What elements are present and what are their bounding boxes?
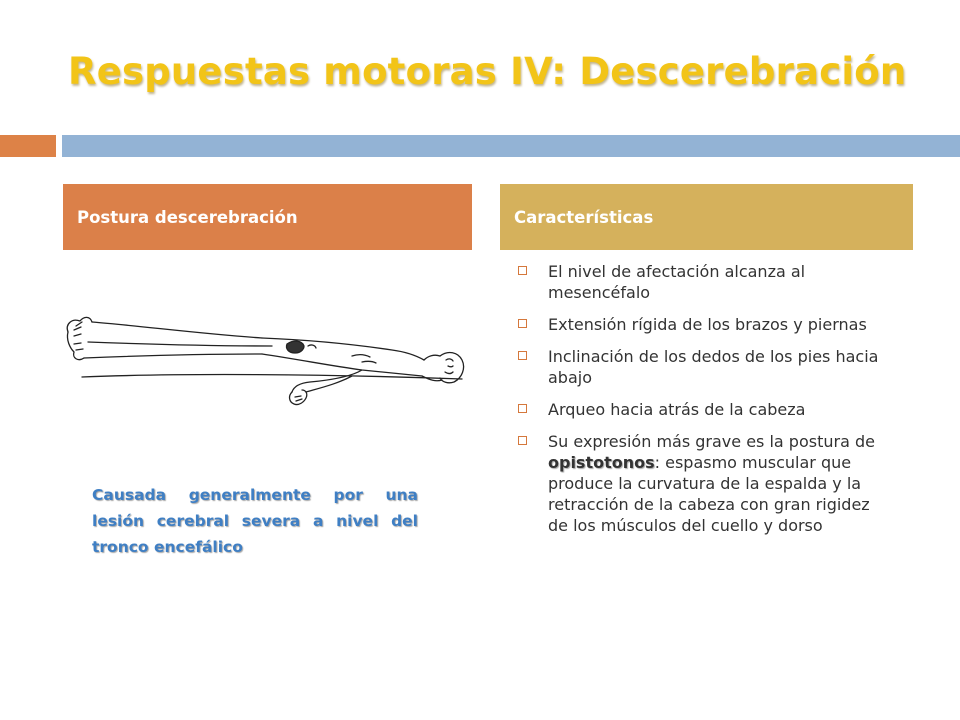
bullet-text: El nivel de afectación alcanza al mesencéfalo (548, 262, 806, 302)
right-column-header (500, 184, 913, 250)
accent-bar-blue (62, 135, 960, 157)
bullet-text: Extensión rígida de los brazos y piernas (548, 315, 867, 334)
square-bullet-icon (518, 404, 527, 413)
list-item (518, 346, 890, 388)
list-item (518, 314, 890, 335)
cause-note: Causada generalmente por una lesión cerebral severa a nivel del tronco encefálico (92, 486, 418, 556)
square-bullet-icon (518, 351, 527, 360)
list-item (518, 399, 890, 420)
characteristics-list (518, 261, 890, 547)
right-column-header-label: Características (514, 207, 654, 227)
left-column-header (63, 184, 472, 250)
slide-title: Respuestas motoras IV: Descerebración (68, 50, 907, 93)
decerebrate-posture-illustration (62, 300, 472, 440)
list-item (518, 261, 890, 303)
bullet-text: Inclinación de los dedos de los pies hacia abajo (548, 347, 879, 387)
bullet-text-before: Su expresión más grave es la postura de (548, 432, 875, 451)
left-column-header-label: Postura descerebración (77, 207, 298, 227)
bullet-text-after: : espasmo muscular que produce la curvatura de la espalda y la retracción de la cabeza con gran rigidez de los músculos del cuello y dorso (548, 453, 870, 535)
list-item (518, 431, 890, 536)
square-bullet-icon (518, 266, 527, 275)
bullet-text: Arqueo hacia atrás de la cabeza (548, 400, 806, 419)
square-bullet-icon (518, 436, 527, 445)
square-bullet-icon (518, 319, 527, 328)
opistotonos-term: opistotonos (548, 453, 655, 472)
accent-bar-orange (0, 135, 56, 157)
